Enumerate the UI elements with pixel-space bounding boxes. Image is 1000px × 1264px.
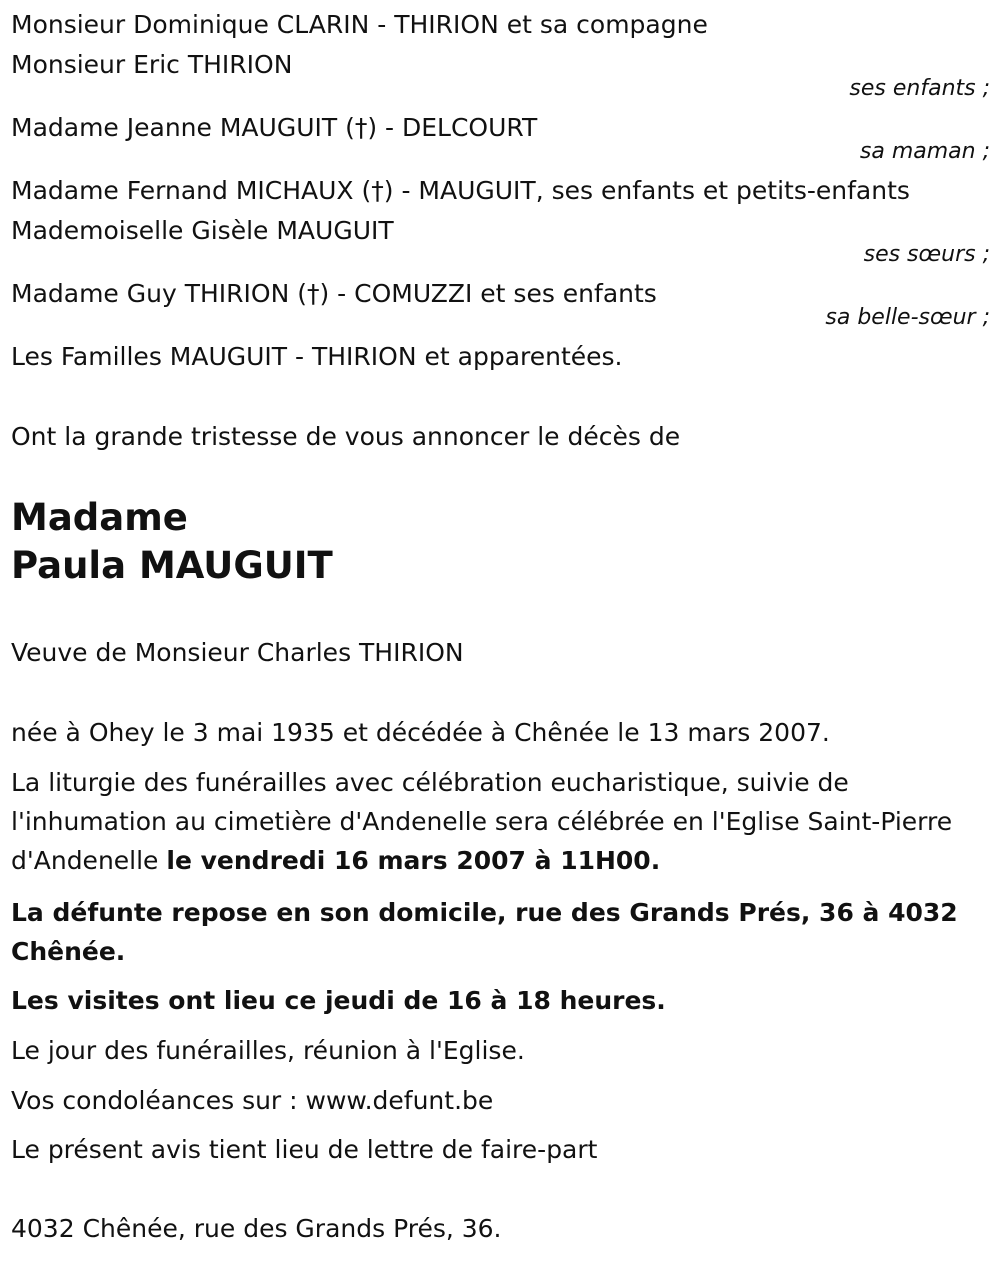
condolences-text: Vos condoléances sur : www.defunt.be	[11, 1086, 494, 1115]
relation-sister-in-law: sa belle-sœur ;	[825, 305, 990, 330]
liturgy-text: La liturgie des funérailles avec célébration eucharistique, suivie de l'inhumation au cimetière d'Andenelle sera célébrée en l'Eglise Saint-Pierre d'Andenelle	[11, 768, 953, 875]
repose-text: La défunte repose en son domicile, rue des Grands Prés, 36 à 4032 Chênée.	[11, 898, 958, 966]
family-line-2: Monsieur Eric THIRION	[11, 50, 293, 79]
family-line-1: Monsieur Dominique CLARIN - THIRION et sa compagne	[11, 10, 708, 39]
family-line-7: Les Familles MAUGUIT - THIRION et apparentées.	[11, 342, 623, 371]
address-text: 4032 Chênée, rue des Grands Prés, 36.	[11, 1214, 502, 1243]
visits-text: Les visites ont lieu ce jeudi de 16 à 18 heures.	[11, 986, 666, 1015]
relation-mother: sa maman ;	[859, 139, 990, 164]
deceased-title: Madame	[11, 496, 188, 539]
birth-death: née à Ohey le 3 mai 1935 et décédée à Chênée le 13 mars 2007.	[11, 718, 830, 747]
announcement-text: Ont la grande tristesse de vous annoncer le décès de	[11, 422, 681, 451]
family-line-4: Madame Fernand MICHAUX (†) - MAUGUIT, ses enfants et petits-enfants	[11, 176, 910, 205]
relation-children: ses enfants ;	[849, 76, 990, 101]
family-line-5: Mademoiselle Gisèle MAUGUIT	[11, 216, 394, 245]
relation-sisters: ses sœurs ;	[863, 242, 990, 267]
liturgy-paragraph	[11, 763, 971, 880]
deceased-name: Paula MAUGUIT	[11, 544, 333, 587]
notice-text: Le présent avis tient lieu de lettre de faire-part	[11, 1135, 598, 1164]
widow-of: Veuve de Monsieur Charles THIRION	[11, 638, 464, 667]
family-line-3: Madame Jeanne MAUGUIT (†) - DELCOURT	[11, 113, 538, 142]
family-line-6: Madame Guy THIRION (†) - COMUZZI et ses enfants	[11, 279, 657, 308]
meeting-text: Le jour des funérailles, réunion à l'Eglise.	[11, 1036, 525, 1065]
liturgy-date: le vendredi 16 mars 2007 à 11H00.	[166, 846, 661, 875]
